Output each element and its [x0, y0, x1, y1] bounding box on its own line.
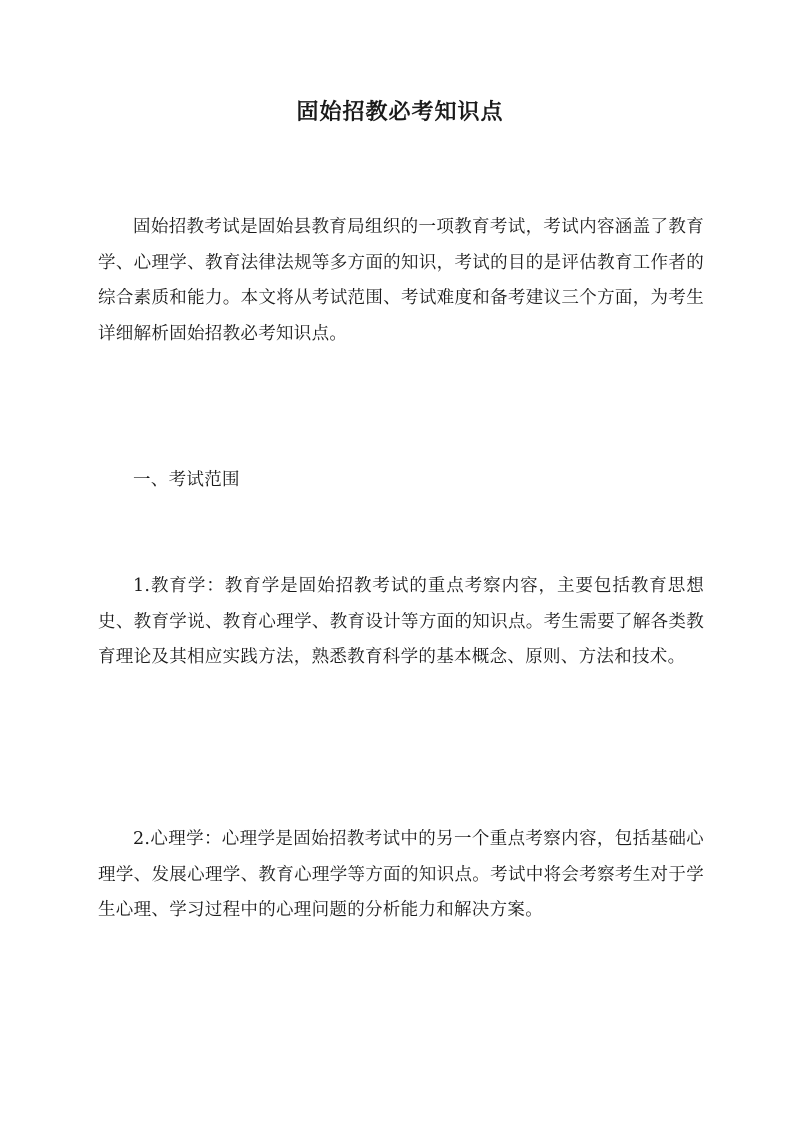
item-pedagogy-paragraph: 1.教育学：教育学是固始招教考试的重点考察内容，主要包括教育思想史、教育学说、教育心理学、教育设计等方面的知识点。考生需要了解各类教育理论及其相应实践方法，熟悉教育科学的基本概念、原则、方法和技术。 — [98, 576, 704, 668]
item-psychology-paragraph: 2.心理学：心理学是固始招教考试中的另一个重点考察内容，包括基础心理学、发展心理学、教育心理学等方面的知识点。考试中将会考察考生对于学生心理、学习过程中的心理问题的分析能力和解决方案。 — [98, 829, 704, 921]
intro-paragraph: 固始招教考试是固始县教育局组织的一项教育考试，考试内容涵盖了教育学、心理学、教育法律法规等多方面的知识，考试的目的是评估教育工作者的综合素质和能力。本文将从考试范围、考试难度和备考建议三个方面，为考生详细解析固始招教必考知识点。 — [98, 217, 704, 344]
document-title: 固始招教必考知识点 — [296, 99, 504, 125]
section-heading-exam-scope: 一、考试范围 — [133, 470, 240, 490]
